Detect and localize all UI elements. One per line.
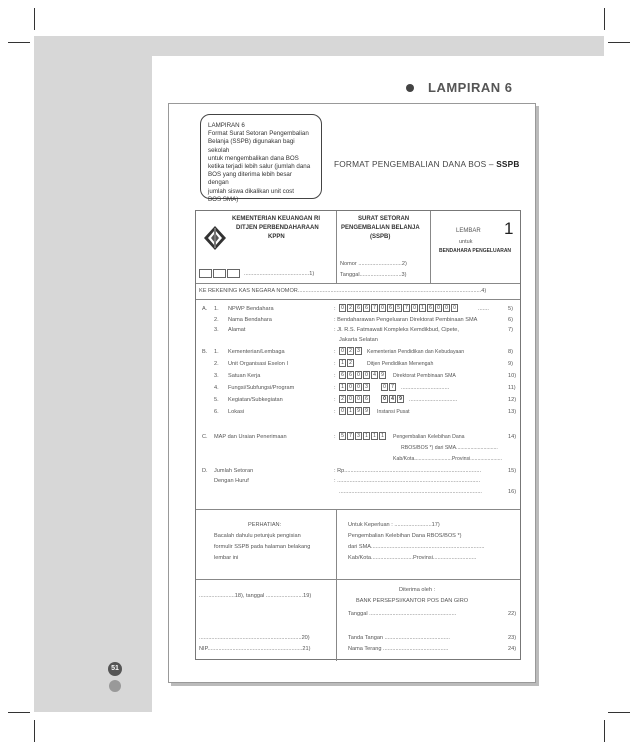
alamat-label: Alamat: [228, 327, 246, 333]
callout-line: Belanja (SSPB) digunakan bagi sekolah: [208, 138, 295, 154]
item-number: 4.: [214, 385, 219, 391]
section-b-letter: B.: [202, 349, 208, 355]
crop-mark: [8, 712, 30, 713]
signer-name-field[interactable]: ..................................................................20): [199, 635, 310, 641]
callout-line: jumlah siswa dikalikan unit cost: [208, 187, 294, 195]
perhatian-title: PERHATIAN:: [248, 522, 282, 528]
section-d-letter: D.: [202, 468, 208, 474]
jumlah-field[interactable]: : Rp........................................................................................: [334, 468, 482, 474]
nip-field[interactable]: NIP.............................................................21): [199, 646, 311, 652]
ref-number: 14): [508, 434, 517, 440]
crop-mark: [608, 712, 630, 713]
nomor-field[interactable]: Nomor ............................2): [340, 261, 407, 267]
ref-number: 9): [508, 361, 513, 367]
ref-number: 5): [508, 306, 513, 312]
ministry-logo-icon: [202, 225, 228, 251]
npwp-dots: .......: [478, 306, 489, 312]
item-number: 2.: [214, 317, 219, 323]
callout-line: BOS yang diterima lebih besar dengan: [208, 171, 292, 187]
ref-number: 15): [508, 468, 517, 474]
perhatian-line: lembar ini: [214, 555, 239, 561]
nama-bendahara-value[interactable]: : Bendaharawan Pengeluaran Direktorat Pembinaan SMA: [334, 317, 478, 323]
eselon-label: Unit Organisasi Eselon I: [228, 361, 289, 367]
nama-terang-field[interactable]: Nama Terang ..........................................: [348, 646, 449, 652]
ref-number: 22): [508, 611, 517, 617]
lembar-label: LEMBAR: [456, 228, 481, 234]
ref-number: 16): [508, 489, 517, 495]
sspb-form: KEMENTERIAN KEUANGAN RI DITJEN PERBENDAHARAAN KPPN SURAT SETORAN PENGEMBALIAN BELANJA (SSPB) LEMBAR 1 untuk BENDAHARA PENGELUARAN ..........................................1) Nomor ............................2) Tanggal...........................3) KE REKENING KAS NEGARA NOMOR......................................................................................................................4) A. 1. NPWP Bendahara : 0 2 6 6 7 0 6 5 7 0 1 6 0 0 0 ....... 5) 2. Nama Bendahara : Bendaharawan Pengeluaran Direktorat Pembinaan SMA 6) 3. Alamat : Jl. R.S. Fatmawati Kompleks Kemdikbud, Cipete, 7) Jakarta Selatan B. 1. Kementerian/Lembaga : 0 2 3 Kementerian Pendidikan dan Kebudayaan 8) 2. Unit Organisasi Eselon I : 1 2 Ditjen Pendidikan Menengah 9) 3. Satuan Kerja : 6 6 0 0 4 9 Direktorat Pembinaan SMA 10) 4. Fungsi/Subfungsi/Program : 1 0 0 3 0 7 ............................... 11) 5. Kegiatan/Subkegiatan : 2 0 0 6 0 4 9 ............................... 12) 6. Lokasi : 0 1 9 9 Instansi Pusat 13) C. MAP dan Uraian Penerimaan : 5 7 3 1 1 1 Pengembalian Kelebihan Dana RBOS/BOS *) dari SMA............................. Kab/Kota..........................Provinsi...................... 14) D. Jumlah Setoran Dengan Huruf : Rp........................................................................................ : ............................................................................................ ............................................................................................ 15) 16) PERHATIAN: Bacalah dahulu petunjuk pengisian formulir SSPB pada halaman belakang lembar ini Untuk Keperluan : ........................17) Pengembalian Kelebihan Dana RBOS/BOS *) dari SMA......................................................................... Kab/Kota...........................Provinsi............................ .......................18), tanggal ........................19) ..................................................................20) NIP.............................................................21) Diterima oleh : BANK PERSEPSI/KANTOR POS DAN GIRO Tanggal ........................................................ 22) Tanda Tangan .......................................... 23) Nama Terang .......................................... 24): [195, 210, 521, 660]
ref-number: 12): [508, 397, 517, 403]
lembar-number: 1: [504, 219, 514, 238]
section-a-letter: A.: [202, 306, 208, 312]
lokasi-label: Lokasi: [228, 409, 245, 415]
eselon-boxes[interactable]: 1 2: [339, 359, 355, 367]
satker-name: Direktorat Pembinaan SMA: [393, 373, 456, 379]
document-title-prefix: FORMAT PENGEMBALIAN DANA BOS –: [334, 159, 497, 169]
eselon-name: Ditjen Pendidikan Menengah: [367, 361, 434, 367]
tanda-tangan-field[interactable]: Tanda Tangan ..........................................: [348, 635, 450, 641]
ref-number: 7): [508, 327, 513, 333]
ref-number: 6): [508, 317, 513, 323]
sign-date-field[interactable]: .......................18), tanggal ........................19): [199, 593, 312, 599]
page-number-badge: 51: [108, 662, 122, 676]
crop-mark: [34, 8, 35, 30]
bank-label: BANK PERSEPSI/KANTOR POS DAN GIRO: [356, 598, 469, 604]
ref-number: 11): [508, 385, 516, 391]
huruf-field[interactable]: : ............................................................................................: [334, 478, 481, 484]
callout-box: [200, 114, 322, 203]
jumlah-label: Jumlah Setoran: [214, 468, 254, 474]
ref-number: 24): [508, 646, 517, 652]
keperluan-line[interactable]: Kab/Kota...........................Provinsi............................: [348, 555, 477, 561]
subkegiatan-boxes[interactable]: 0 4 9: [381, 395, 405, 403]
lokasi-boxes[interactable]: 0 1 9 9: [339, 407, 371, 415]
kegiatan-boxes[interactable]: 2 0 0 6: [339, 395, 371, 403]
kl-boxes[interactable]: 0 2 3: [339, 347, 363, 355]
page-decoration-dot: [109, 680, 121, 692]
fungsi-boxes[interactable]: 1 0 0 3: [339, 383, 371, 391]
lampiran-label: LAMPIRAN 6: [428, 80, 513, 95]
npwp-boxes[interactable]: 0 2 6 6 7 0 6 5 7 0 1 6 0 0 0: [339, 304, 459, 312]
nama-bendahara-label: Nama Bendahara: [228, 317, 272, 323]
item-number: 2.: [214, 361, 219, 367]
item-number: 1.: [214, 306, 219, 312]
bank-tanggal-field[interactable]: Tanggal ........................................................: [348, 611, 457, 617]
huruf-field-line2[interactable]: ............................................................................................: [339, 489, 482, 495]
keperluan-line: Pengembalian Kelebihan Dana RBOS/BOS *): [348, 533, 462, 539]
tanggal-field[interactable]: Tanggal...........................3): [340, 272, 407, 278]
kppn-dots: ..........................................1): [244, 271, 315, 277]
crop-mark: [604, 720, 605, 742]
callout-line: BOS SMA): [208, 195, 239, 203]
ref-number: 23): [508, 635, 517, 641]
bendahara-label: BENDAHARA PENGELUARAN: [439, 248, 512, 254]
item-number: 6.: [214, 409, 219, 415]
crop-mark: [8, 42, 30, 43]
map-text: Pengembalian Kelebihan Dana: [393, 434, 465, 440]
crop-mark: [608, 42, 630, 43]
callout-line: ketika terjadi lebih salur (jumlah dana: [208, 163, 311, 171]
ref-number: 13): [508, 409, 517, 415]
kl-label: Kementerian/Lembaga: [228, 349, 285, 355]
crop-mark: [604, 8, 605, 30]
alamat-value-line2: Jakarta Selatan: [339, 337, 378, 343]
fungsi-dots: ...............................: [401, 385, 450, 391]
ministry-line: KEMENTERIAN KEUANGAN RI: [232, 216, 321, 222]
keperluan-line[interactable]: dari SMA.........................................................................: [348, 544, 485, 550]
document-title-bold: SSPB: [496, 159, 520, 169]
item-number: 5.: [214, 397, 219, 403]
huruf-label: Dengan Huruf: [214, 478, 249, 484]
bullet-icon: [406, 84, 414, 92]
doc-name-line: SURAT SETORAN: [358, 216, 410, 222]
lampiran-header: [406, 80, 512, 95]
callout-line: Format Surat Setoran Pengembalian: [208, 130, 309, 138]
kl-name: Kementerian Pendidikan dan Kebudayaan: [367, 349, 465, 355]
item-number: 3.: [214, 327, 219, 333]
doc-name-line: (SSPB): [370, 234, 391, 240]
ref-number: 8): [508, 349, 513, 355]
fungsi-label: Fungsi/Subfungsi/Program: [228, 385, 295, 391]
kegiatan-dots: ...............................: [409, 397, 458, 403]
npwp-label: NPWP Bendahara: [228, 306, 274, 312]
map-text: Kab/Kota..........................Provinsi......................: [393, 456, 502, 462]
doc-name-line: PENGEMBALIAN BELANJA: [341, 225, 420, 231]
document-title: [334, 159, 520, 169]
ministry-line: DITJEN PERBENDAHARAAN: [236, 225, 319, 231]
program-boxes[interactable]: 0 7: [381, 383, 397, 391]
map-boxes[interactable]: 5 7 3 1 1 1: [339, 432, 387, 440]
item-number: 3.: [214, 373, 219, 379]
alamat-value[interactable]: : Jl. R.S. Fatmawati Kompleks Kemdikbud, Cipete,: [334, 327, 459, 333]
lokasi-name: Instansi Pusat: [377, 409, 410, 415]
kppn-code-boxes[interactable]: [199, 269, 241, 278]
item-number: 1.: [214, 349, 219, 355]
map-text: RBOS/BOS *) dari SMA.............................: [401, 445, 498, 451]
callout-line: LAMPIRAN 6: [208, 122, 245, 129]
untuk-label: untuk: [459, 239, 473, 245]
crop-mark: [34, 720, 35, 742]
keperluan-line[interactable]: Untuk Keperluan : ........................17): [348, 522, 440, 528]
perhatian-line: formulir SSPB pada halaman belakang: [214, 544, 311, 550]
map-label: MAP dan Uraian Penerimaan: [214, 434, 287, 440]
rekening-field[interactable]: KE REKENING KAS NEGARA NOMOR......................................................................................................................4): [199, 288, 487, 294]
diterima-label: Diterima oleh :: [399, 587, 436, 593]
satker-label: Satuan Kerja: [228, 373, 261, 379]
ministry-line: KPPN: [268, 234, 285, 240]
callout-line: untuk mengembalikan dana BOS: [208, 154, 299, 162]
ref-number: 10): [508, 373, 517, 379]
perhatian-line: Bacalah dahulu petunjuk pengisian: [214, 533, 301, 539]
satker-boxes[interactable]: 6 6 0 0 4 9: [339, 371, 387, 379]
section-c-letter: C.: [202, 434, 208, 440]
kegiatan-label: Kegiatan/Subkegiatan: [228, 397, 283, 403]
